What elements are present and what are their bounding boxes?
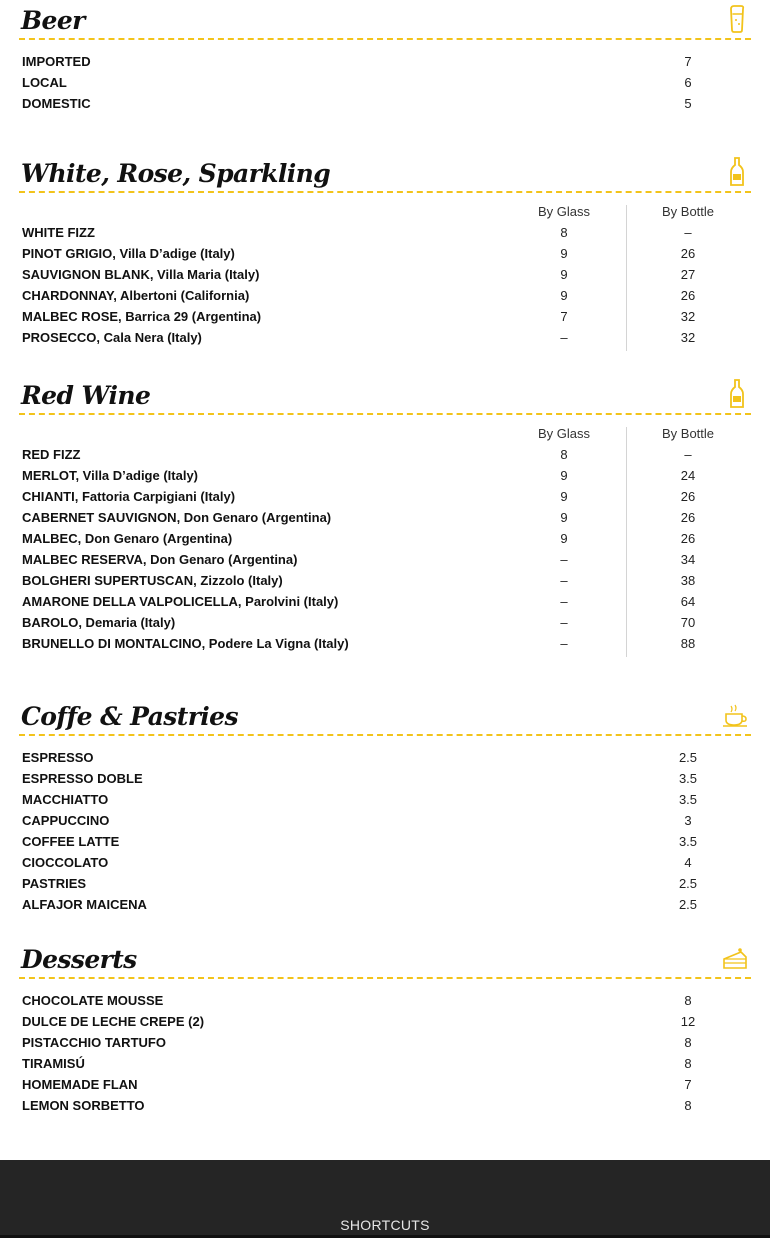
wine-bottle-icon — [725, 379, 749, 409]
menu-item-row — [19, 528, 751, 549]
item-name: BOLGHERI SUPERTUSCAN, Zizzolo (Italy) — [22, 573, 283, 588]
item-price: 3.5 — [678, 792, 698, 807]
price-by-glass: 8 — [560, 225, 568, 240]
menu-item-row — [19, 306, 751, 327]
price-by-bottle: 64 — [680, 594, 696, 609]
coffee-header — [19, 696, 751, 736]
column-header-row — [19, 201, 751, 222]
item-name: HOMEMADE FLAN — [22, 1077, 138, 1092]
red-wine-table — [19, 415, 751, 654]
beer-list — [19, 40, 751, 114]
item-name: MALBEC RESERVA, Don Genaro (Argentina) — [22, 552, 298, 567]
price-by-glass: 9 — [560, 246, 568, 261]
item-price: 3 — [684, 813, 692, 828]
price-by-glass: 9 — [560, 288, 568, 303]
coffee-pastries-section — [19, 696, 751, 915]
menu-item-row — [19, 852, 751, 873]
beer-glass-icon — [725, 4, 749, 34]
price-by-bottle: 27 — [680, 267, 696, 282]
item-name: BRUNELLO DI MONTALCINO, Podere La Vigna (Italy) — [22, 636, 349, 651]
item-price: 2.5 — [678, 750, 698, 765]
item-name: CIOCCOLATO — [22, 855, 109, 870]
desserts-list — [19, 979, 751, 1116]
item-price: 8 — [684, 1056, 692, 1071]
price-by-glass: 9 — [560, 267, 568, 282]
item-name: IMPORTED — [22, 54, 91, 69]
menu-item-row — [19, 810, 751, 831]
price-by-bottle: – — [684, 447, 692, 462]
col-by-bottle: By Bottle — [661, 204, 715, 219]
menu-item-row — [19, 1074, 751, 1095]
price-by-bottle: 26 — [680, 288, 696, 303]
menu-item-row — [19, 243, 751, 264]
item-price: 2.5 — [678, 876, 698, 891]
menu-item-row — [19, 1032, 751, 1053]
item-name: CHOCOLATE MOUSSE — [22, 993, 164, 1008]
item-price: 3.5 — [678, 771, 698, 786]
item-name: PISTACCHIO TARTUFO — [22, 1035, 166, 1050]
item-price: 8 — [684, 993, 692, 1008]
price-by-bottle: 24 — [680, 468, 696, 483]
menu-item-row — [19, 894, 751, 915]
item-name: PROSECCO, Cala Nera (Italy) — [22, 330, 202, 345]
item-name: SAUVIGNON BLANK, Villa Maria (Italy) — [22, 267, 260, 282]
menu-item-row — [19, 570, 751, 591]
col-by-glass: By Glass — [537, 426, 590, 441]
item-name: CABERNET SAUVIGNON, Don Genaro (Argentina) — [22, 510, 332, 525]
price-by-bottle: 32 — [680, 330, 696, 345]
menu-item-row — [19, 990, 751, 1011]
price-by-bottle: 26 — [680, 489, 696, 504]
price-by-glass: – — [560, 636, 568, 651]
price-by-bottle: 26 — [680, 246, 696, 261]
price-by-glass: 9 — [560, 531, 568, 546]
price-by-glass: – — [560, 594, 568, 609]
menu-item-row — [19, 591, 751, 612]
white-wine-rows — [19, 222, 751, 348]
price-by-glass: 8 — [560, 447, 568, 462]
price-by-glass: 9 — [560, 468, 568, 483]
footer — [0, 1160, 770, 1238]
price-by-bottle: 88 — [680, 636, 696, 651]
price-by-glass: – — [560, 552, 568, 567]
column-header-row — [19, 423, 751, 444]
menu-item-row — [19, 612, 751, 633]
price-by-glass: 9 — [560, 489, 568, 504]
item-price: 8 — [684, 1035, 692, 1050]
item-name: BAROLO, Demaria (Italy) — [22, 615, 176, 630]
menu-item-row — [19, 93, 751, 114]
price-by-bottle: 26 — [680, 510, 696, 525]
item-name: ESPRESSO — [22, 750, 94, 765]
wine-bottle-icon — [725, 157, 749, 187]
item-name: MALBEC, Don Genaro (Argentina) — [22, 531, 233, 546]
item-name: PASTRIES — [22, 876, 87, 891]
white-wine-table — [19, 193, 751, 348]
menu-item-row — [19, 1095, 751, 1116]
item-name: LOCAL — [22, 75, 67, 90]
menu-item-row — [19, 465, 751, 486]
item-name: CAPPUCCINO — [22, 813, 110, 828]
red-wine-rows — [19, 444, 751, 654]
red-wine-section — [19, 375, 751, 654]
item-price: 4 — [684, 855, 692, 870]
item-price: 5 — [684, 96, 692, 111]
item-name: DULCE DE LECHE CREPE (2) — [22, 1014, 205, 1029]
price-by-bottle: 70 — [680, 615, 696, 630]
item-price: 3.5 — [678, 834, 698, 849]
price-by-glass: 9 — [560, 510, 568, 525]
price-by-bottle: 38 — [680, 573, 696, 588]
menu-item-row — [19, 285, 751, 306]
menu-item-row — [19, 633, 751, 654]
price-by-bottle: – — [684, 225, 692, 240]
desserts-section — [19, 939, 751, 1116]
item-name: PINOT GRIGIO, Villa D’adige (Italy) — [22, 246, 235, 261]
menu-item-row — [19, 747, 751, 768]
menu-item-row — [19, 507, 751, 528]
red-header — [19, 375, 751, 415]
menu-item-row — [19, 486, 751, 507]
menu-item-row — [19, 264, 751, 285]
menu-item-row — [19, 51, 751, 72]
item-name: MERLOT, Villa D’adige (Italy) — [22, 468, 199, 483]
item-name: CHIANTI, Fattoria Carpigiani (Italy) — [22, 489, 236, 504]
menu-item-row — [19, 1053, 751, 1074]
item-name: WHITE FIZZ — [22, 225, 95, 240]
price-by-glass: 7 — [560, 309, 568, 324]
menu-item-row — [19, 1011, 751, 1032]
beer-section — [19, 0, 751, 114]
price-by-bottle: 34 — [680, 552, 696, 567]
item-name: LEMON SORBETTO — [22, 1098, 145, 1113]
menu-item-row — [19, 831, 751, 852]
beer-header — [19, 0, 751, 40]
col-by-bottle: By Bottle — [661, 426, 715, 441]
price-by-glass: – — [560, 615, 568, 630]
menu-item-row — [19, 789, 751, 810]
item-price: 8 — [684, 1098, 692, 1113]
section-title: Coffe & Pastries — [21, 702, 238, 731]
cake-slice-icon — [721, 943, 749, 973]
item-price: 6 — [684, 75, 692, 90]
menu-item-row — [19, 72, 751, 93]
item-price: 2.5 — [678, 897, 698, 912]
item-name: DOMESTIC — [22, 96, 91, 111]
item-name: COFFEE LATTE — [22, 834, 120, 849]
item-name: ALFAJOR MAICENA — [22, 897, 147, 912]
col-by-glass: By Glass — [537, 204, 590, 219]
section-title: Desserts — [21, 945, 137, 974]
item-price: 7 — [684, 54, 692, 69]
item-price: 7 — [684, 1077, 692, 1092]
white-rose-sparkling-section — [19, 153, 751, 348]
menu-item-row — [19, 444, 751, 465]
price-by-glass: – — [560, 330, 568, 345]
section-title: White, Rose, Sparkling — [21, 159, 331, 188]
item-price: 12 — [680, 1014, 696, 1029]
item-name: RED FIZZ — [22, 447, 81, 462]
white-header — [19, 153, 751, 193]
section-title: Red Wine — [21, 381, 151, 410]
item-name: MALBEC ROSE, Barrica 29 (Argentina) — [22, 309, 262, 324]
section-title: Beer — [21, 6, 85, 35]
item-name: CHARDONNAY, Albertoni (California) — [22, 288, 250, 303]
coffee-list — [19, 736, 751, 915]
item-name: TIRAMISÚ — [22, 1056, 85, 1071]
menu-item-row — [19, 873, 751, 894]
menu-item-row — [19, 768, 751, 789]
price-by-bottle: 32 — [680, 309, 696, 324]
price-by-bottle: 26 — [680, 531, 696, 546]
price-by-glass: – — [560, 573, 568, 588]
item-name: AMARONE DELLA VALPOLICELLA, Parolvini (Italy) — [22, 594, 339, 609]
coffee-cup-icon — [721, 700, 749, 730]
item-name: ESPRESSO DOBLE — [22, 771, 143, 786]
item-name: MACCHIATTO — [22, 792, 109, 807]
menu-item-row — [19, 327, 751, 348]
desserts-header — [19, 939, 751, 979]
shortcuts-label[interactable]: SHORTCUTS — [340, 1217, 430, 1233]
menu-item-row — [19, 549, 751, 570]
menu-item-row — [19, 222, 751, 243]
